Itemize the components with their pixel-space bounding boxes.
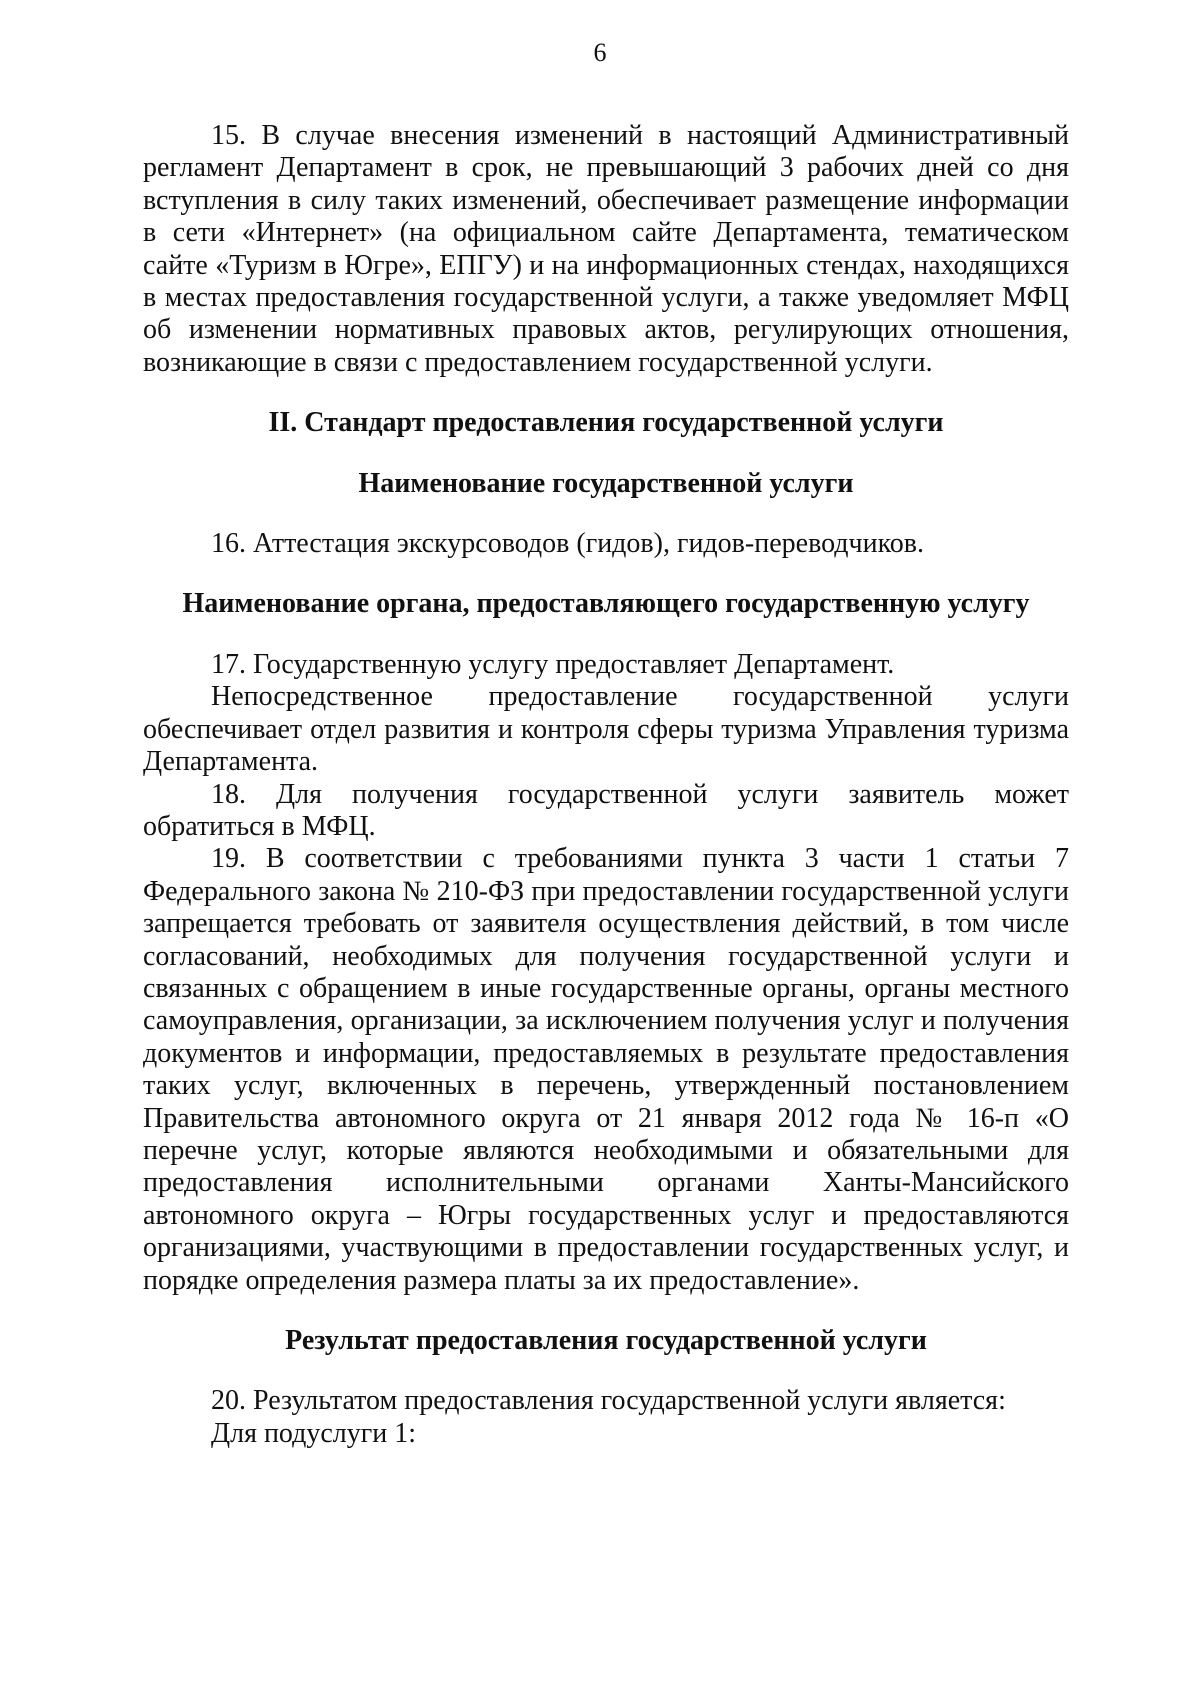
paragraph-20: 20. Результатом предоставления государственной услуги является: [211,1385,1006,1417]
paragraph-17: 17. Государственную услугу предоставляет Департамент. [211,648,895,680]
paragraph-16: 16. Аттестация экскурсоводов (гидов), гидов-переводчиков. [211,528,925,560]
paragraph-15: 15. В случае внесения изменений в настоящий Административный регламент Департамент в срок, не превышающий 3 рабочих дней со дня вступления в силу таких изменений, обеспечивает размещение информации в сети «Интернет» (на официальном сайте Департамента, тематическом сайте «Туризм в Югре», ЕПГУ) и на информационных стендах, находящихся в местах предоставления государственной услуги, а также уведомляет МФЦ об изменении нормативных правовых актов, регулирующих отношения, возникающие в связи с предоставлением государственной услуги. [143,120,1069,378]
paragraph-20-subservice: Для подуслуги 1: [211,1417,417,1449]
document-body [143,120,1069,1450]
paragraph-19: 19. В соответствии с требованиями пункта 3 части 1 статьи 7 Федерального закона № 210-ФЗ при предоставлении государственной услуги запрещается требовать от заявителя осуществления действий, в том числе согласований, необходимых для получения государственной услуги и связанных с обращением в иные государственные органы, органы местного самоуправления, организации, за исключением получения услуг и получения документов и информации, предоставляемых в результате предоставления таких услуг, включенных в перечень, утвержденный постановлением Правительства автономного округа от 21 января 2012 года № 16-п «О перечне услуг, которые являются необходимыми и обязательными для предоставления исполнительными органами Ханты-Мансийского автономного округа – Югры государственных услуг и предоставляются организациями, участвующими в предоставлении государственных услуг, и порядке определения размера платы за их предоставление». [143,843,1069,1296]
subheading-result: Результат предоставления государственной услуги [285,1325,927,1356]
subheading-service-name: Наименование государственной услуги [358,467,854,499]
subheading-authority-name: Наименование органа, предоставляющего государственную услугу [182,588,1030,620]
paragraph-17-continuation: Непосредственное предоставление государственной услуги обеспечивает отдел развития и контроля сферы туризма Управления туризма Департамента. [143,681,1069,778]
page-number: 6 [593,38,607,67]
paragraph-18: 18. Для получения государственной услуги заявитель может обратиться в МФЦ. [143,778,1069,842]
section-heading-standard: II. Стандарт предоставления государственной услуги [268,407,944,439]
